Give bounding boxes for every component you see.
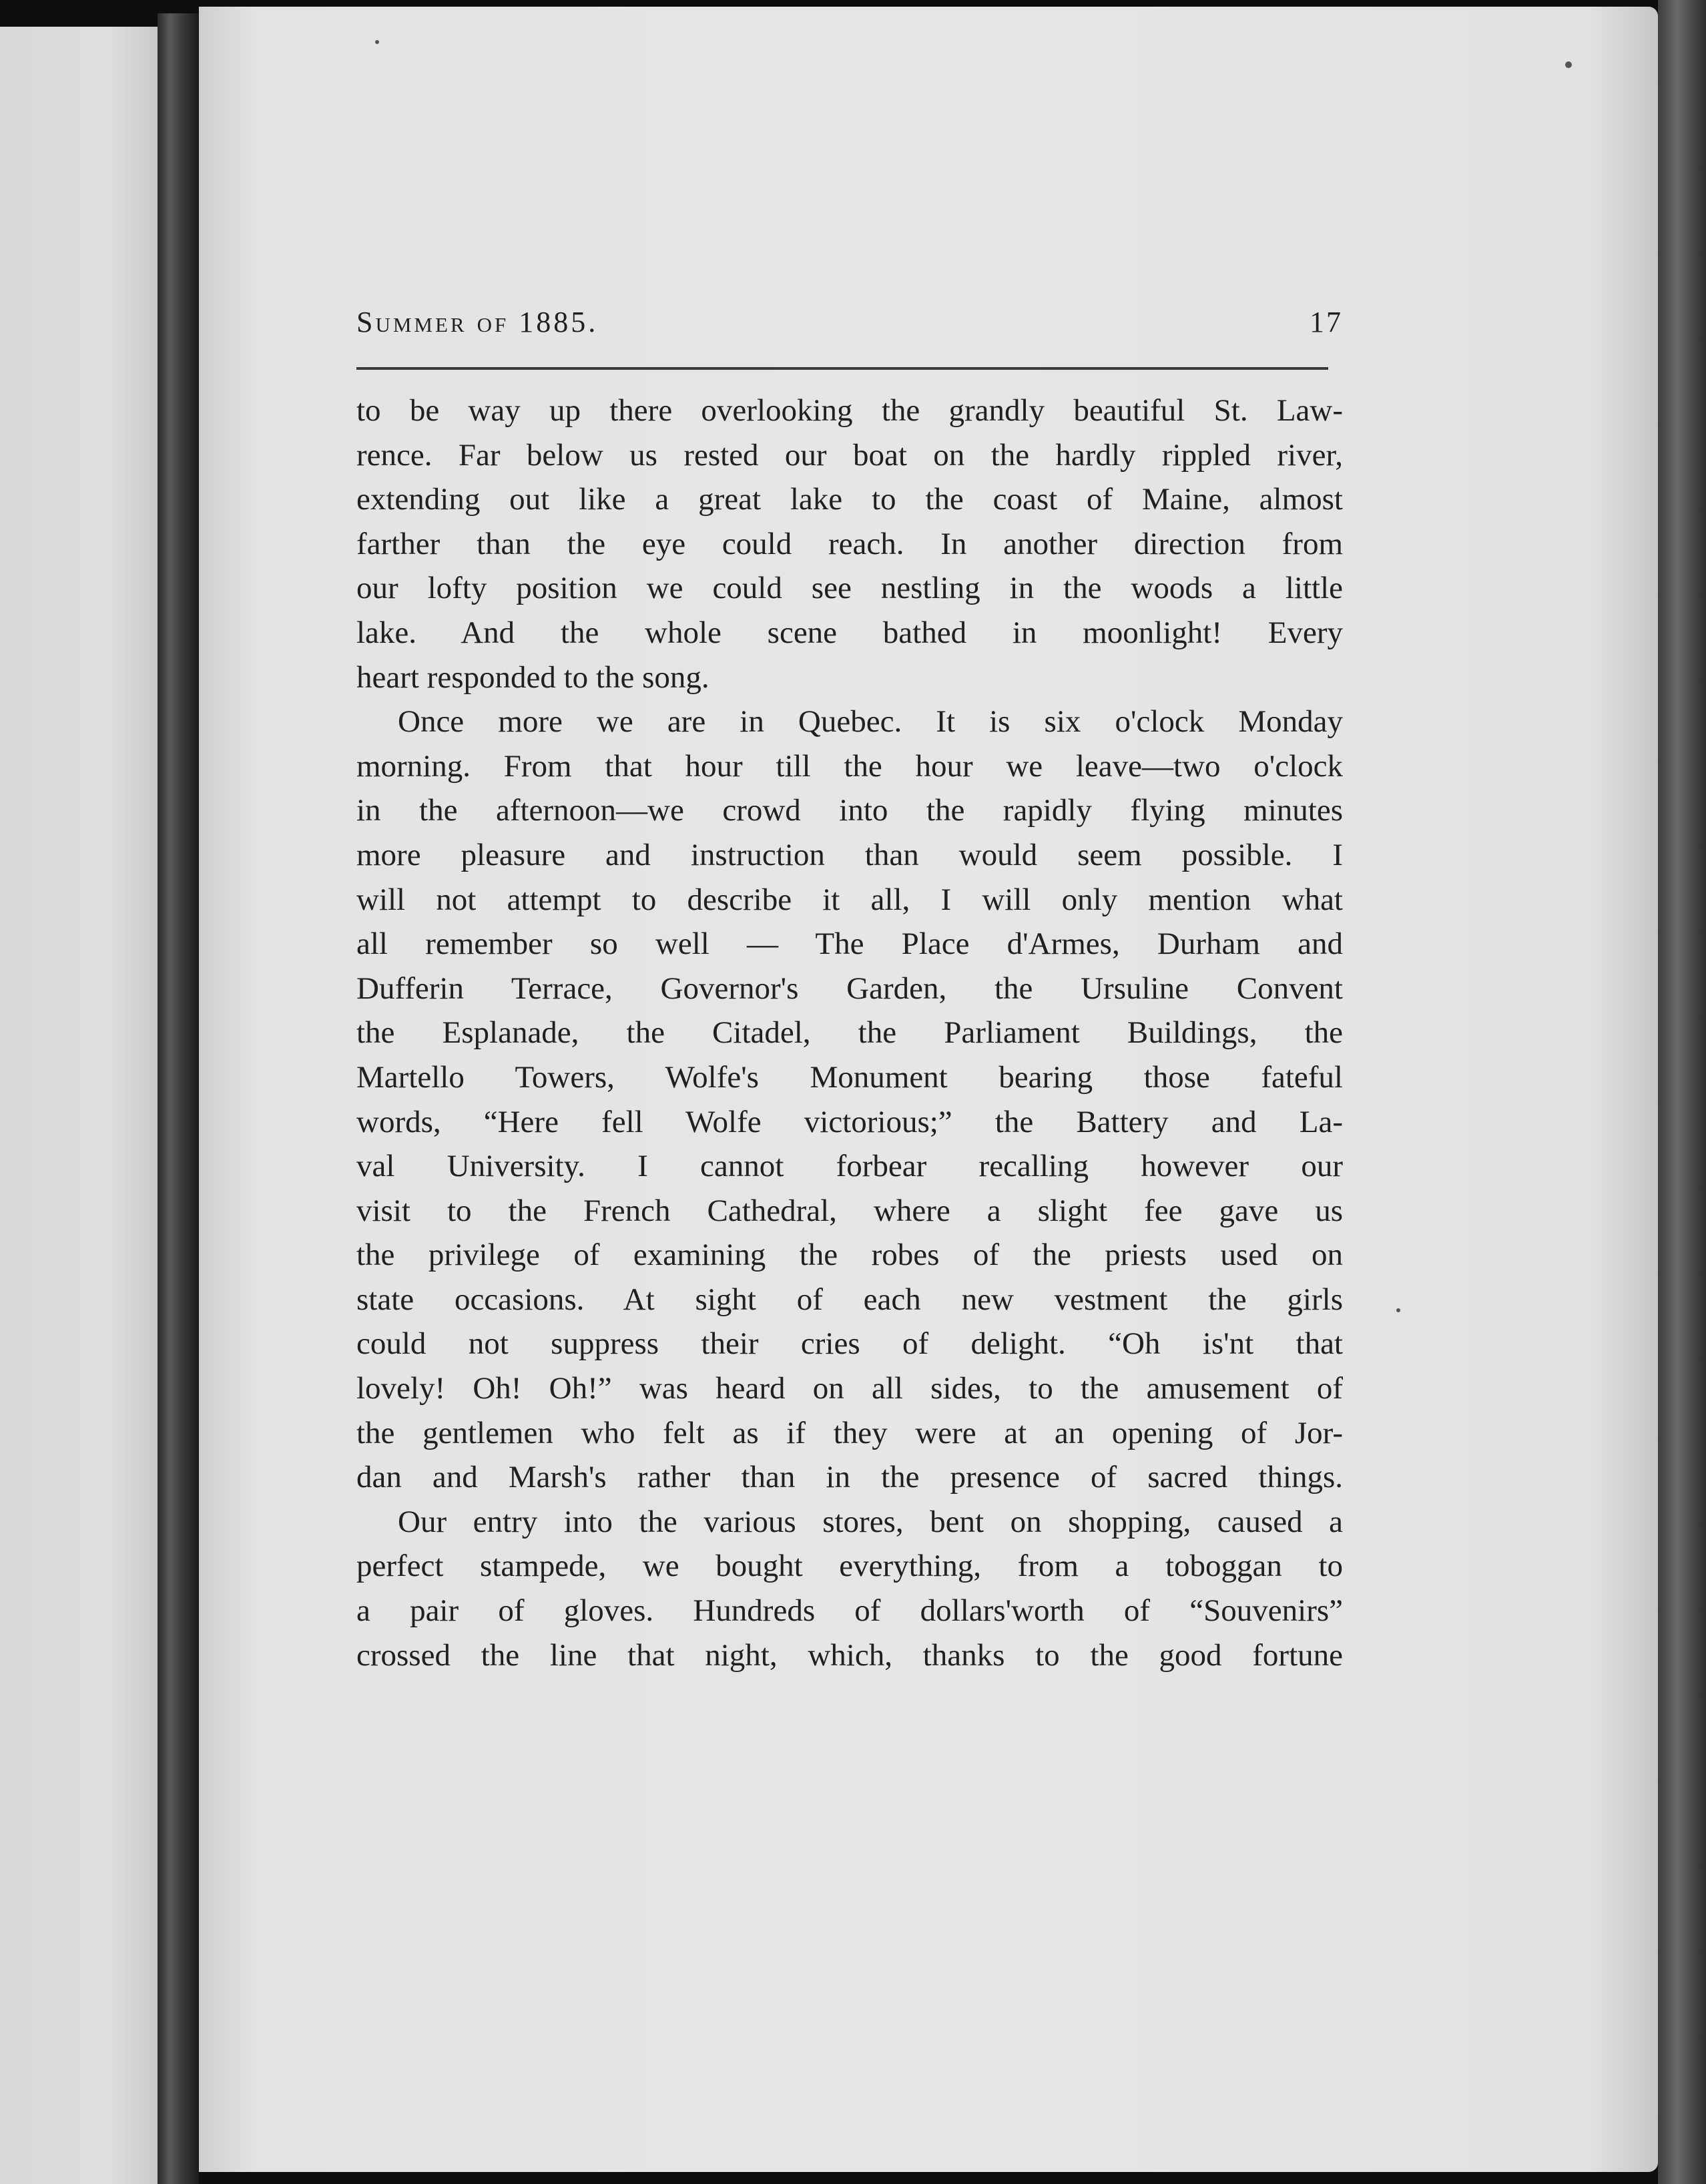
text-line: our lofty position we could see nestling in the woods a little [356, 571, 1343, 606]
text-line: rence. Far below us rested our boat on the hardly rippled river, [356, 437, 1343, 473]
text-line: the privilege of examining the robes of the priests used on [356, 1238, 1343, 1273]
text-line: visit to the French Cathedral, where a slight fee gave us [356, 1193, 1343, 1228]
running-title: Summer of 1885. [356, 306, 599, 338]
text-line: extending out like a great lake to the coast of Maine, almost [356, 482, 1343, 517]
text-line: Our entry into the various stores, bent on shopping, caused a [398, 1504, 1343, 1539]
text-line: could not suppress their cries of delight. “Oh is'nt that [356, 1326, 1343, 1362]
text-line: heart responded to the song. [356, 659, 709, 695]
page-header [0, 299, 1343, 346]
text-line: val University. I cannot forbear recalling however our [356, 1149, 1343, 1184]
text-line: lovely! Oh! Oh!” was heard on all sides, to the amusement of [356, 1371, 1343, 1406]
text-line: lake. And the whole scene bathed in moonlight! Every [356, 615, 1343, 650]
left-page-edge [0, 27, 158, 2184]
text-line: state occasions. At sight of each new vestment the girls [356, 1282, 1343, 1317]
scan-speck [375, 40, 379, 44]
page-edge-shadow [1658, 0, 1706, 2184]
header-rule [356, 367, 1328, 370]
text-line: the gentlemen who felt as if they were at an opening of Jor- [356, 1415, 1343, 1450]
scan-speck [1396, 1308, 1400, 1312]
page-number: 17 [1310, 306, 1343, 338]
text-line: crossed the line that night, which, thanks to the good fortune [356, 1637, 1343, 1673]
text-line: Martello Towers, Wolfe's Monument bearing those fateful [356, 1059, 1343, 1095]
text-line: Dufferin Terrace, Governor's Garden, the Ursuline Convent [356, 971, 1343, 1006]
text-line: perfect stampede, we bought everything, from a toboggan to [356, 1549, 1343, 1584]
text-line: Once more we are in Quebec. It is six o'clock Monday [398, 704, 1343, 740]
text-line: farther than the eye could reach. In another direction from [356, 526, 1343, 561]
text-line: all remember so well — The Place d'Armes, Durham and [356, 926, 1343, 962]
text-line: words, “Here fell Wolfe victorious;” the Battery and La- [356, 1104, 1343, 1139]
text-line: in the afternoon—we crowd into the rapidly flying minutes [356, 793, 1343, 828]
text-line: to be way up there overlooking the grandly beautiful St. Law- [356, 393, 1343, 428]
text-line: dan and Marsh's rather than in the presence of sacred things. [356, 1460, 1343, 1495]
text-line: morning. From that hour till the hour we leave—two o'clock [356, 748, 1343, 784]
text-line: will not attempt to describe it all, I will only mention what [356, 882, 1343, 917]
body-text [356, 388, 1343, 1677]
text-line: a pair of gloves. Hundreds of dollars'worth of “Souvenirs” [356, 1593, 1343, 1629]
text-line: more pleasure and instruction than would seem possible. I [356, 837, 1343, 872]
text-line: the Esplanade, the Citadel, the Parliament Buildings, the [356, 1015, 1343, 1051]
scan-speck [1565, 61, 1572, 68]
